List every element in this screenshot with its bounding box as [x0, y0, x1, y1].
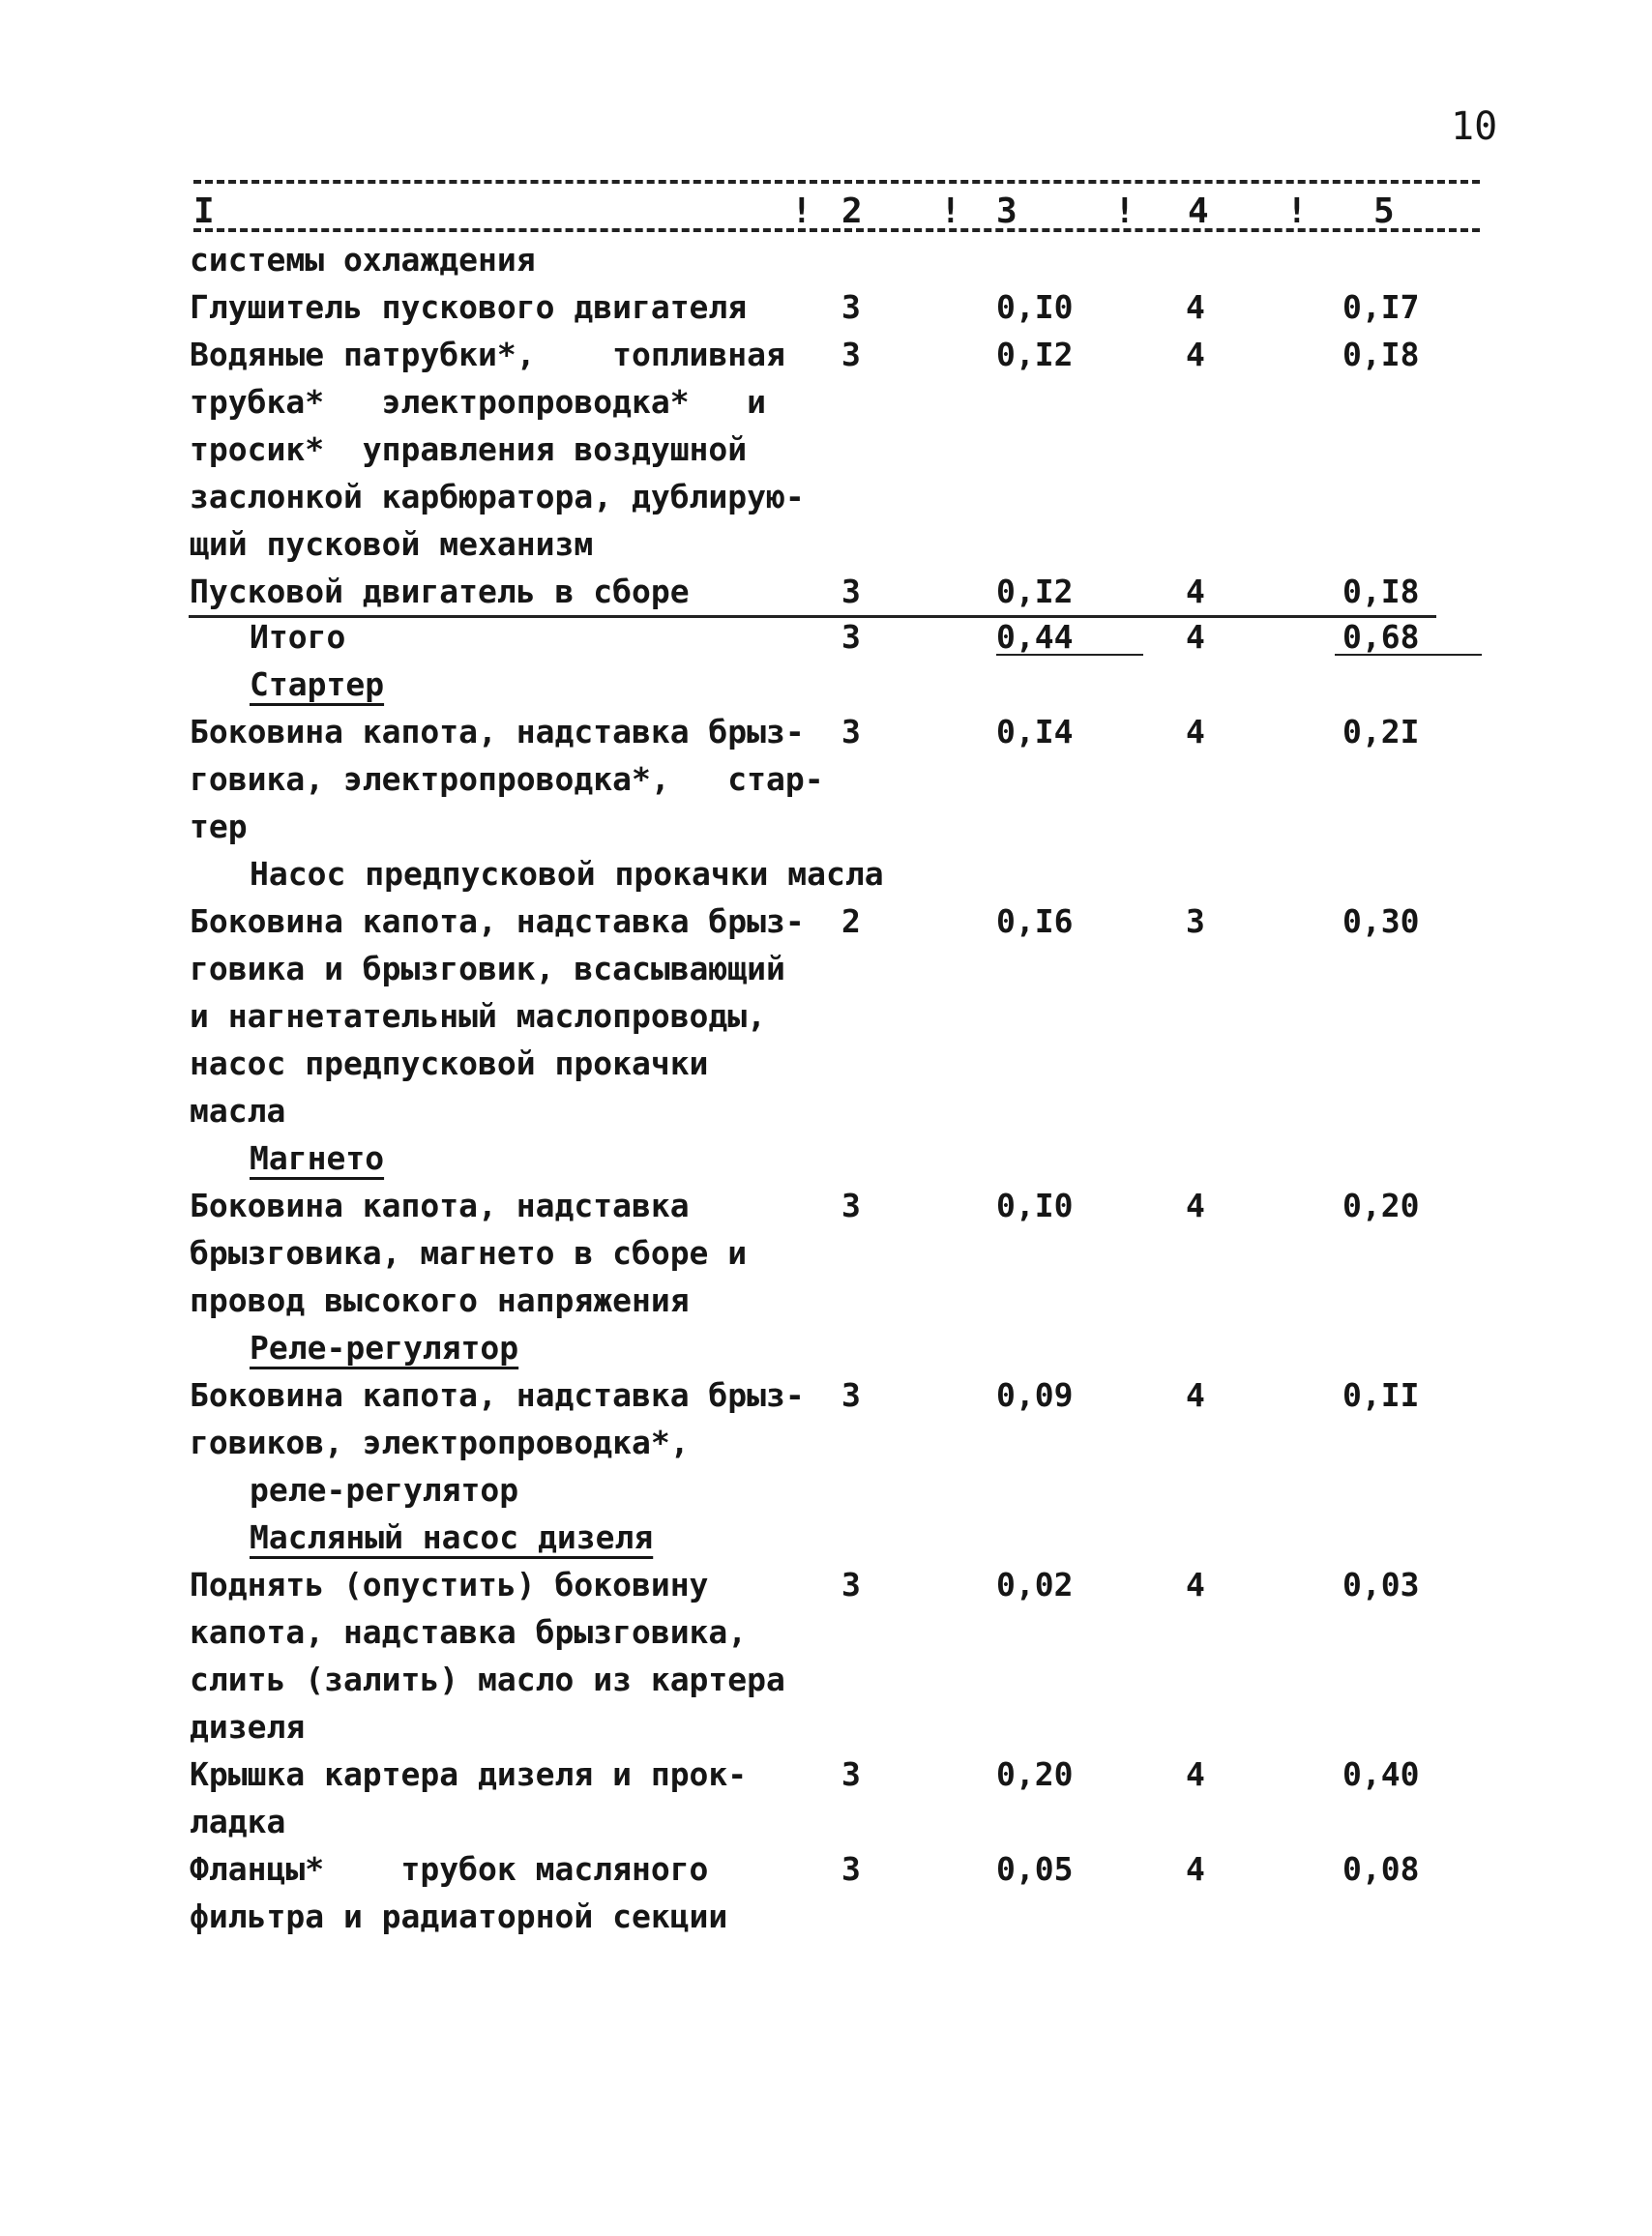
row-description: Боковина капота, надставка брызговика, магнето в сборе и провод высокого напряжения: [190, 1187, 748, 1319]
row-col-4: 4: [1186, 1376, 1205, 1414]
row-col-2: 3: [841, 713, 861, 750]
row-col-5: 0,I7: [1342, 288, 1420, 326]
header-col-4: 4: [1188, 191, 1209, 231]
total-underline: [996, 654, 1143, 656]
row-col-3: 0,09: [996, 1376, 1074, 1414]
total-col-5: 0,68: [1342, 618, 1420, 656]
row-col-3: 0,I0: [996, 288, 1074, 326]
row-col-3: 0,20: [996, 1755, 1074, 1793]
section-heading: Магнето: [250, 1139, 385, 1177]
section-label: системы охлаждения: [190, 241, 536, 279]
row-col-5: 0,08: [1342, 1850, 1420, 1888]
header-separator: !: [940, 191, 961, 231]
row-col-2: 3: [841, 336, 861, 373]
header-col-2: 2: [841, 191, 863, 231]
row-col-4: 4: [1186, 573, 1205, 610]
row-col-4: 4: [1186, 713, 1205, 750]
row-col-3: 0,05: [996, 1850, 1074, 1888]
total-col-2: 3: [841, 618, 861, 656]
row-col-2: 3: [841, 288, 861, 326]
row-col-5: 0,03: [1342, 1566, 1420, 1603]
row-col-4: 4: [1186, 1850, 1205, 1888]
section-heading: Реле-регулятор: [250, 1329, 519, 1367]
section-heading: Стартер: [250, 665, 385, 703]
row-description: Боковина капота, надставка брыз- говика и брызговик, всасывающий и нагнетательный маслопроводы, насос предпусковой прокачки масла: [190, 902, 805, 1130]
row-col-2: 3: [841, 1755, 861, 1793]
total-label: Итого: [250, 618, 346, 656]
header-top-rule: [193, 180, 1480, 184]
row-col-2: 3: [841, 1187, 861, 1224]
header-separator: !: [791, 191, 812, 231]
header-col-3: 3: [996, 191, 1018, 231]
row-col-4: 4: [1186, 1755, 1205, 1793]
row-col-3: 0,I6: [996, 902, 1074, 940]
header-separator: !: [1114, 191, 1136, 231]
row-col-5: 0,30: [1342, 902, 1420, 940]
row-description: Боковина капота, надставка брыз- говиков, электропроводка*,: [190, 1376, 805, 1461]
row-description: Глушитель пускового двигателя: [190, 288, 748, 326]
row-col-5: 0,II: [1342, 1376, 1420, 1414]
total-col-3: 0,44: [996, 618, 1074, 656]
section-heading: Насос предпусковой прокачки масла: [250, 855, 884, 893]
header-col-1: I: [193, 191, 215, 231]
row-col-3: 0,I2: [996, 336, 1074, 373]
total-underline: [1335, 654, 1482, 656]
row-col-5: 0,I8: [1342, 573, 1420, 610]
row-col-4: 4: [1186, 336, 1205, 373]
row-col-4: 4: [1186, 1187, 1205, 1224]
row-col-3: 0,I0: [996, 1187, 1074, 1224]
row-col-3: 0,02: [996, 1566, 1074, 1603]
row-col-4: 4: [1186, 288, 1205, 326]
row-col-4: 3: [1186, 902, 1205, 940]
row-col-3: 0,I4: [996, 713, 1074, 750]
header-separator: !: [1286, 191, 1308, 231]
section-heading: Масляный насос дизеля: [250, 1518, 654, 1556]
header-col-5: 5: [1373, 191, 1395, 231]
total-rule: [189, 615, 1436, 618]
row-description: Крышка картера дизеля и прок- ладка: [190, 1755, 748, 1840]
row-col-2: 3: [841, 1850, 861, 1888]
row-col-2: 3: [841, 1376, 861, 1414]
row-col-2: 3: [841, 573, 861, 610]
row-col-5: 0,40: [1342, 1755, 1420, 1793]
row-description: Поднять (опустить) боковину капота, надставка брызговика, слить (залить) масло из картера дизеля: [190, 1566, 785, 1746]
total-col-4: 4: [1186, 618, 1205, 656]
row-description: Боковина капота, надставка брыз- говика, электропроводка*, стар- тер: [190, 713, 824, 845]
row-col-2: 3: [841, 1566, 861, 1603]
row-description: Фланцы* трубок масляного фильтра и радиаторной секции: [190, 1850, 728, 1935]
row-continuation: реле-регулятор: [250, 1471, 519, 1509]
row-description: Пусковой двигатель в сборе: [190, 573, 690, 610]
row-description: Водяные патрубки*, топливная трубка* электропроводка* и тросик* управления воздушной заслонкой карбюратора, дублирую- щий пусковой механизм: [190, 336, 805, 563]
row-col-5: 0,2I: [1342, 713, 1420, 750]
row-col-4: 4: [1186, 1566, 1205, 1603]
row-col-5: 0,I8: [1342, 336, 1420, 373]
row-col-5: 0,20: [1342, 1187, 1420, 1224]
row-col-3: 0,I2: [996, 573, 1074, 610]
row-col-2: 2: [841, 902, 861, 940]
page-number: 10: [1451, 104, 1498, 149]
